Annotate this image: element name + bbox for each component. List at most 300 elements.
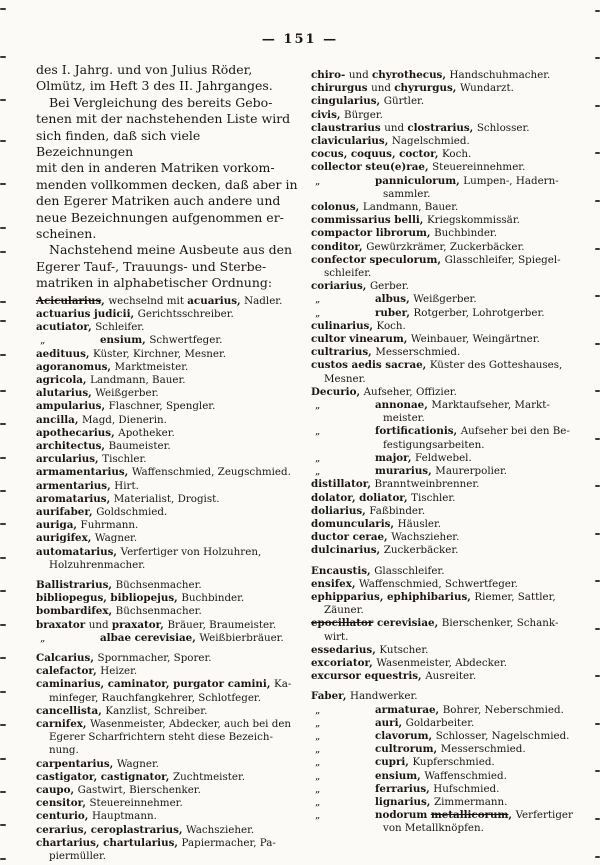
scan-tick bbox=[0, 724, 6, 726]
entry-ditto bbox=[311, 796, 578, 809]
german-gloss: Hauptmann. bbox=[91, 810, 157, 823]
entry bbox=[36, 295, 299, 308]
latin-term: apothecarius, bbox=[36, 426, 119, 439]
german-gloss: Bierschenker, Schank- bbox=[441, 617, 559, 630]
german-gloss: Materialist, Drogist. bbox=[113, 492, 220, 505]
scan-tick bbox=[0, 8, 6, 10]
entry bbox=[311, 565, 578, 578]
entry bbox=[311, 201, 578, 214]
latin-term: caminarius, caminator, purgator camini, bbox=[36, 678, 275, 691]
german-gloss: nung. bbox=[49, 744, 79, 757]
german-gloss: Wagner. bbox=[116, 757, 160, 770]
latin-term: chyrothecus, bbox=[371, 69, 450, 81]
german-gloss: Rotgerber, Lohrotgerber. bbox=[413, 306, 545, 319]
latin-term: culinarius, bbox=[311, 319, 377, 332]
german-gloss: und bbox=[88, 618, 112, 631]
ditto-mark: „ bbox=[315, 306, 321, 319]
latin-term: cerevisiae, bbox=[373, 617, 442, 630]
entry bbox=[36, 387, 299, 400]
german-gloss: Weißgerber. bbox=[413, 293, 477, 306]
entry bbox=[311, 518, 578, 531]
latin-term: dolator, doliator, bbox=[311, 491, 412, 504]
scan-tick bbox=[0, 824, 6, 826]
latin-term: auriga, bbox=[36, 519, 81, 532]
german-gloss: Schlosser. bbox=[476, 121, 530, 134]
german-gloss: Branntweinbrenner. bbox=[374, 478, 480, 491]
german-gloss: Kanzlist, Schreiber. bbox=[105, 704, 208, 717]
intro-text bbox=[36, 62, 299, 292]
german-gloss: Waffenschmied, Schwertfeger. bbox=[359, 577, 518, 590]
latin-term: claustrarius bbox=[311, 121, 385, 134]
german-gloss: Maurerpolier. bbox=[435, 465, 508, 478]
entry bbox=[36, 427, 299, 440]
latin-term: aromatarius, bbox=[36, 492, 114, 505]
latin-term: cultrarius, bbox=[311, 346, 376, 359]
latin-term: acuarius, bbox=[187, 294, 245, 307]
latin-term: cocus, coquus, coctor, bbox=[311, 148, 443, 161]
latin-term: armamentarius, bbox=[36, 466, 132, 479]
scan-tick bbox=[0, 320, 6, 322]
latin-term: domuncularis, bbox=[311, 517, 398, 530]
entry bbox=[311, 386, 578, 399]
scan-tick bbox=[595, 390, 600, 392]
german-gloss: Handschuhmacher. bbox=[449, 69, 551, 81]
german-gloss: Nagelschmied. bbox=[391, 135, 470, 148]
ditto-mark: „ bbox=[315, 293, 321, 306]
ditto-mark: „ bbox=[315, 703, 321, 716]
entry bbox=[311, 478, 578, 491]
latin-term: clavorum, bbox=[375, 729, 436, 742]
latin-term: clostrarius, bbox=[407, 121, 477, 134]
latin-term: major, bbox=[375, 451, 416, 464]
entry-ditto bbox=[311, 809, 578, 835]
entry bbox=[311, 122, 578, 135]
text-columns bbox=[36, 62, 578, 863]
ditto-mark: „ bbox=[315, 769, 321, 782]
entry bbox=[311, 161, 578, 174]
entry bbox=[36, 519, 299, 532]
scan-tick bbox=[595, 675, 600, 677]
entry-ditto bbox=[36, 334, 299, 347]
german-gloss: Buchbinder. bbox=[181, 592, 245, 605]
latin-term: Faber, bbox=[311, 690, 351, 703]
entry bbox=[311, 82, 578, 95]
latin-term: ensifex, bbox=[311, 577, 360, 590]
right-column bbox=[311, 62, 578, 863]
ditto-mark: „ bbox=[315, 174, 321, 187]
scan-tick bbox=[595, 200, 600, 202]
scan-tick bbox=[595, 438, 600, 440]
german-gloss: Wundarzt. bbox=[459, 82, 514, 95]
entry bbox=[311, 280, 578, 293]
latin-term: bombardifex, bbox=[36, 605, 116, 618]
german-gloss: Weißgerber. bbox=[95, 387, 159, 400]
entry-ditto bbox=[311, 730, 578, 743]
latin-term: agoranomus, bbox=[36, 360, 115, 373]
latin-term: panniculorum, bbox=[375, 174, 464, 187]
scan-tick bbox=[0, 227, 6, 229]
german-gloss: Steuereinnehmer. bbox=[89, 797, 183, 810]
scan-tick bbox=[0, 691, 6, 693]
german-gloss: Schlosser, Nagelschmied. bbox=[435, 729, 570, 742]
scan-tick bbox=[0, 99, 6, 101]
german-gloss: Nadler. bbox=[244, 294, 283, 307]
latin-term: acutiator, bbox=[36, 321, 96, 334]
latin-term: , bbox=[101, 294, 109, 307]
german-gloss: wirt. bbox=[324, 630, 349, 643]
scan-tick bbox=[0, 140, 6, 142]
entry bbox=[36, 579, 299, 592]
german-gloss: Flaschner, Spengler. bbox=[108, 400, 216, 413]
entry bbox=[311, 644, 578, 657]
german-gloss: Weißbierbräuer. bbox=[199, 631, 284, 644]
entry-ditto bbox=[311, 756, 578, 769]
scan-tick bbox=[0, 183, 6, 185]
german-gloss: Schwertfeger. bbox=[149, 334, 223, 347]
german-gloss: Häusler. bbox=[397, 517, 442, 530]
entry bbox=[36, 400, 299, 413]
scan-tick bbox=[0, 657, 6, 659]
latin-term: actuarius judicii, bbox=[36, 307, 138, 320]
latin-term: lignarius, bbox=[375, 795, 434, 808]
entry bbox=[311, 333, 578, 346]
entry bbox=[311, 227, 578, 240]
german-gloss: Zuchtmeister. bbox=[172, 770, 246, 783]
entry bbox=[36, 321, 299, 334]
german-gloss: Kutscher. bbox=[379, 643, 429, 656]
german-gloss: Marktmeister. bbox=[114, 360, 189, 373]
german-gloss: Küster, Kirchner, Mesner. bbox=[93, 347, 227, 360]
latin-term: arcularius, bbox=[36, 453, 103, 466]
german-gloss: Mesner. bbox=[324, 372, 366, 385]
latin-term: armentarius, bbox=[36, 479, 115, 492]
latin-term: praxator, bbox=[111, 618, 168, 631]
german-gloss: Küster des Gotteshauses, bbox=[429, 359, 563, 372]
german-gloss: Ausreiter. bbox=[425, 670, 477, 683]
latin-term: ephipparius, ephiphibarius, bbox=[311, 590, 475, 603]
scan-tick bbox=[0, 354, 6, 356]
entry bbox=[36, 678, 299, 704]
german-gloss: Glasschleifer, Spiegel- bbox=[444, 253, 561, 266]
german-gloss: Kriegskommissär. bbox=[426, 214, 520, 227]
entry bbox=[36, 810, 299, 823]
entry bbox=[311, 148, 578, 161]
german-gloss: Zimmermann. bbox=[433, 795, 508, 808]
entry bbox=[311, 670, 578, 683]
entry bbox=[311, 346, 578, 359]
entry bbox=[36, 453, 299, 466]
entry-ditto bbox=[311, 743, 578, 756]
scan-tick bbox=[0, 251, 6, 253]
german-gloss: Büchsenmacher. bbox=[115, 605, 202, 618]
latin-term: cultor vinearum, bbox=[311, 333, 411, 346]
german-gloss: Gürtler. bbox=[383, 95, 425, 108]
latin-term: caupo, bbox=[36, 784, 78, 796]
scan-tick bbox=[595, 57, 600, 59]
latin-term: collector steu(e)rae, bbox=[311, 161, 433, 174]
scan-tick bbox=[595, 723, 600, 725]
entry-ditto bbox=[311, 465, 578, 478]
entry bbox=[36, 348, 299, 361]
scan-tick bbox=[0, 523, 6, 525]
entry bbox=[36, 374, 299, 387]
ditto-mark: „ bbox=[315, 795, 321, 808]
latin-term: ductor cerae, bbox=[311, 531, 392, 544]
latin-term: carpentarius, bbox=[36, 757, 117, 770]
latin-term: calefactor, bbox=[36, 665, 101, 678]
latin-term: castigator, castignator, bbox=[36, 770, 173, 783]
german-gloss: Goldschmied. bbox=[96, 505, 168, 518]
scan-tick bbox=[595, 818, 600, 820]
entry-ditto bbox=[311, 717, 578, 730]
entry bbox=[36, 493, 299, 506]
scan-tick bbox=[595, 10, 600, 12]
entry bbox=[36, 771, 299, 784]
german-gloss: Büchsenmacher. bbox=[115, 578, 202, 591]
latin-term: commissarius belli, bbox=[311, 214, 427, 227]
german-gloss: minfeger, Rauchfangkehrer, Schlotfeger. bbox=[49, 691, 262, 704]
german-gloss: Landmann, Bauer. bbox=[90, 373, 186, 386]
entry bbox=[311, 531, 578, 544]
latin-term: excoriator, bbox=[311, 656, 377, 669]
intro-paragraph-1: des I. Jahrg. und von Julius Röder, Olmütz, im Heft 3 des II. Jahrganges. bbox=[36, 62, 273, 94]
scan-tick bbox=[595, 628, 600, 630]
german-gloss: Bohrer, Neberschmied. bbox=[442, 703, 564, 716]
german-gloss: Messerschmied. bbox=[440, 743, 526, 756]
latin-term: chiro- bbox=[311, 69, 349, 81]
latin-term: dulcinarius, bbox=[311, 544, 384, 557]
german-gloss: Faßbinder. bbox=[369, 504, 426, 517]
ditto-mark: „ bbox=[315, 451, 321, 464]
latin-term: auri, bbox=[375, 716, 406, 729]
german-gloss: Gerichtsschreiber. bbox=[137, 307, 234, 320]
german-gloss: Wasenmeister, Abdecker, auch bei den bbox=[90, 717, 292, 730]
latin-term: fortificationis, bbox=[375, 425, 461, 438]
latin-term: distillator, bbox=[311, 478, 375, 491]
entry bbox=[36, 440, 299, 453]
german-gloss: Holzuhrenmacher. bbox=[49, 558, 146, 571]
latin-term: albus, bbox=[375, 293, 414, 306]
latin-term: albae cerevisiae, bbox=[100, 631, 200, 644]
latin-term: Ballistrarius, bbox=[36, 578, 116, 591]
latin-term: cancellista, bbox=[36, 704, 106, 717]
latin-term: braxator bbox=[36, 618, 89, 631]
entry-ditto bbox=[311, 399, 578, 425]
entry bbox=[36, 361, 299, 374]
ditto-mark: „ bbox=[40, 334, 46, 347]
scan-tick bbox=[595, 343, 600, 345]
scan-tick bbox=[595, 856, 600, 858]
entry bbox=[311, 657, 578, 670]
scan-tick bbox=[595, 152, 600, 154]
latin-term: censitor, bbox=[36, 797, 90, 810]
entry bbox=[311, 492, 578, 505]
entry bbox=[36, 619, 299, 632]
scan-tick bbox=[0, 858, 6, 860]
entry bbox=[36, 480, 299, 493]
german-gloss: Koch. bbox=[376, 319, 406, 332]
latin-term: civis, bbox=[311, 108, 345, 121]
german-gloss: Waffenschmied, Zeugschmied. bbox=[131, 466, 291, 479]
entry-ditto bbox=[311, 783, 578, 796]
latin-term: centurio, bbox=[36, 810, 92, 823]
ditto-mark: „ bbox=[315, 743, 321, 756]
scan-tick bbox=[595, 485, 600, 487]
entry bbox=[311, 109, 578, 122]
german-gloss: Gewürzkrämer, Zuckerbäcker. bbox=[366, 240, 525, 253]
german-gloss: Feldwebel. bbox=[415, 451, 472, 464]
scan-tick bbox=[595, 248, 600, 250]
german-gloss: festigungsarbeiten. bbox=[383, 438, 485, 451]
latin-term: annonae, bbox=[375, 399, 432, 412]
latin-term: epocillator bbox=[311, 617, 374, 630]
scan-tick bbox=[0, 423, 6, 425]
latin-term: cupri, bbox=[375, 756, 413, 769]
german-gloss: Landmann, Bauer. bbox=[362, 201, 459, 214]
latin-term: confector speculorum, bbox=[311, 253, 445, 266]
latin-term: alutarius, bbox=[36, 387, 96, 400]
german-gloss: Bräuer, Braumeister. bbox=[167, 618, 277, 631]
german-gloss: sammler. bbox=[383, 187, 431, 200]
german-gloss: Marktaufseher, Markt- bbox=[431, 399, 550, 412]
german-gloss: Messerschmied. bbox=[375, 346, 461, 359]
german-gloss: Steuereinnehmer. bbox=[432, 161, 526, 174]
latin-term: ancilla, bbox=[36, 413, 83, 426]
latin-term: aurigifex, bbox=[36, 532, 95, 545]
german-gloss: Apotheker. bbox=[118, 426, 175, 439]
german-gloss: Aufseher, Offizier. bbox=[363, 385, 457, 398]
latin-term: cerarius, ceroplastrarius, bbox=[36, 823, 187, 836]
latin-term: clavicularius, bbox=[311, 135, 392, 148]
german-gloss: meister. bbox=[383, 412, 425, 425]
latin-term: Calcarius, bbox=[36, 651, 98, 664]
scan-tick bbox=[595, 580, 600, 582]
entry bbox=[311, 320, 578, 333]
latin-term: agricola, bbox=[36, 373, 91, 386]
latin-term: chirurgus bbox=[311, 82, 372, 95]
german-gloss: Baumeister. bbox=[108, 439, 171, 452]
latin-term: ensium, bbox=[100, 334, 150, 347]
latin-term: ampularius, bbox=[36, 400, 109, 413]
entry-ditto bbox=[311, 175, 578, 201]
german-gloss: piermüller. bbox=[49, 850, 107, 863]
entry-ditto bbox=[311, 307, 578, 320]
german-gloss: und bbox=[348, 69, 372, 81]
scan-tick bbox=[0, 791, 6, 793]
latin-term: essedarius, bbox=[311, 643, 380, 656]
german-gloss: Hufschmied. bbox=[433, 782, 500, 795]
entry-list-left bbox=[36, 295, 299, 864]
entry-ditto bbox=[36, 632, 299, 645]
ditto-mark: „ bbox=[315, 425, 321, 438]
scan-tick bbox=[595, 105, 600, 107]
german-gloss: Zäuner. bbox=[324, 604, 364, 617]
german-gloss: Buchbinder. bbox=[434, 227, 497, 240]
scan-tick bbox=[0, 590, 6, 592]
german-gloss: und bbox=[371, 82, 395, 95]
latin-term: doliarius, bbox=[311, 504, 370, 517]
scan-tick bbox=[0, 56, 6, 58]
ditto-mark: „ bbox=[40, 631, 46, 644]
entry bbox=[311, 359, 578, 385]
entry bbox=[311, 578, 578, 591]
german-gloss: Gerber. bbox=[369, 280, 409, 293]
german-gloss: Waffenschmied. bbox=[424, 769, 507, 782]
left-column bbox=[36, 62, 299, 863]
entry bbox=[36, 592, 299, 605]
entry bbox=[36, 797, 299, 810]
entry bbox=[36, 532, 299, 545]
german-gloss: Kupferschmied. bbox=[412, 756, 495, 769]
german-gloss: Goldarbeiter. bbox=[405, 716, 475, 729]
german-gloss: wechselnd mit bbox=[108, 294, 188, 307]
ditto-mark: „ bbox=[315, 782, 321, 795]
latin-term: metallicorum bbox=[430, 809, 509, 822]
entry-ditto bbox=[311, 425, 578, 451]
latin-term: chyrurgus, bbox=[394, 82, 460, 95]
german-gloss: Tischler. bbox=[411, 491, 456, 504]
german-gloss: Lumpen-, Hadern- bbox=[463, 174, 559, 187]
german-gloss: von Metallknöpfen. bbox=[383, 822, 484, 835]
german-gloss: Papiermacher, Pa- bbox=[181, 836, 276, 849]
scan-tick bbox=[0, 301, 6, 303]
entry bbox=[36, 758, 299, 771]
entry bbox=[311, 214, 578, 227]
entry-ditto bbox=[311, 293, 578, 306]
german-gloss: Magd, Dienerin. bbox=[82, 413, 167, 426]
entry bbox=[311, 241, 578, 254]
entry bbox=[311, 135, 578, 148]
entry-list-right bbox=[311, 69, 578, 836]
german-gloss: Weinbauer, Weingärtner. bbox=[410, 333, 540, 346]
german-gloss: schleifer. bbox=[324, 267, 372, 280]
entry bbox=[36, 824, 299, 837]
scan-tick bbox=[0, 758, 6, 760]
latin-term: ferrarius, bbox=[375, 782, 434, 795]
latin-term: aedituus, bbox=[36, 347, 94, 360]
latin-term: , bbox=[508, 809, 516, 822]
intro-paragraph-2: Bei Vergleichung des bereits Gebo- tenen mit der nachstehenden Liste wird sich finden, daß sich viele Bezeichnungen mit den in anderen Matriken vorkom- menden vollkommen decken, daß aber in den Egerer Matriken auch andere und neue Bezeichnungen aufgenommen er- scheinen. bbox=[36, 94, 298, 242]
german-gloss: Riemer, Sattler, bbox=[474, 590, 556, 603]
german-gloss: Handwerker. bbox=[350, 690, 418, 703]
scan-tick bbox=[0, 390, 6, 392]
entry bbox=[311, 505, 578, 518]
entry bbox=[36, 718, 299, 758]
latin-term: Decurio, bbox=[311, 385, 364, 398]
german-gloss: Wachszieher. bbox=[186, 823, 255, 836]
ditto-mark: „ bbox=[315, 729, 321, 742]
latin-term: Acicularius bbox=[36, 294, 102, 307]
german-gloss: Heizer. bbox=[100, 665, 138, 678]
latin-term: chartarius, chartularius, bbox=[36, 836, 182, 849]
german-gloss: Ka- bbox=[274, 678, 292, 691]
scan-tick bbox=[595, 295, 600, 297]
latin-term: bibliopegus, bibliopejus, bbox=[36, 592, 182, 605]
scan-tick bbox=[595, 533, 600, 535]
german-gloss: Hirt. bbox=[114, 479, 139, 492]
entry bbox=[36, 665, 299, 678]
latin-term: compactor librorum, bbox=[311, 227, 435, 240]
latin-term: Encaustis, bbox=[311, 564, 375, 577]
entry bbox=[36, 784, 299, 797]
german-gloss: Tischler. bbox=[102, 453, 147, 466]
latin-term: ensium, bbox=[375, 769, 425, 782]
german-gloss: Spornmacher, Sporer. bbox=[97, 651, 212, 664]
page-number: — 151 — bbox=[261, 32, 339, 47]
entry bbox=[36, 308, 299, 321]
german-gloss: Egerer Scharfrichtern steht diese Bezeich- bbox=[49, 731, 273, 744]
entry bbox=[311, 69, 578, 82]
